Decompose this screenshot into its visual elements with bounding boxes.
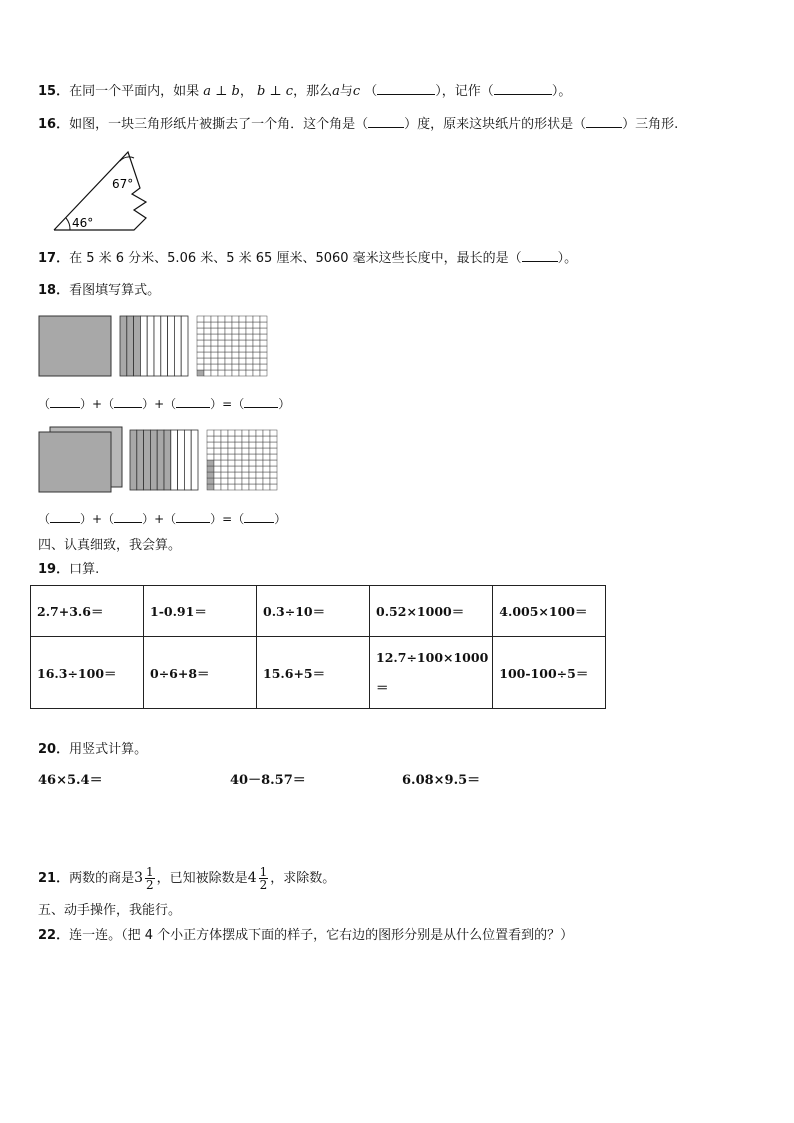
hundredth-cell xyxy=(197,340,204,346)
hundredth-cell xyxy=(253,346,260,352)
question-number: 15． xyxy=(38,84,70,99)
vertical-calc-item: 40－8.57＝ xyxy=(230,773,306,788)
hundredth-cell xyxy=(235,472,242,478)
hundredth-cell xyxy=(263,478,270,484)
hundredth-cell xyxy=(235,460,242,466)
hundredth-cell xyxy=(211,370,218,376)
table-cell: 0.3÷10＝ xyxy=(257,586,370,637)
hundredth-cell xyxy=(256,442,263,448)
section-5-heading: 五、动手操作，我能行。 xyxy=(38,903,182,918)
decimal-figure-1 xyxy=(38,315,278,379)
hundredth-cell xyxy=(225,370,232,376)
answer-blank[interactable] xyxy=(377,83,435,95)
answer-blank[interactable] xyxy=(176,396,210,408)
question-22: 22．连一连。（把 4 个小正方体摆成下面的样子，它右边的图形分别是从什么位置看到的？） xyxy=(38,928,574,943)
hundredth-cell xyxy=(253,340,260,346)
hundredth-cell xyxy=(246,352,253,358)
question-21: 21．两数的商是3 $\frac{1}{2}$ ，已知被除数是4 $\frac{1}{2}$ ，求除数。 xyxy=(38,865,336,892)
question-20: 20．用竖式计算。 xyxy=(38,742,148,757)
hundredth-cell xyxy=(246,370,253,376)
hundredth-cell xyxy=(228,436,235,442)
tenth-strip xyxy=(184,430,191,490)
hundredth-cell xyxy=(256,466,263,472)
hundredth-cell xyxy=(235,442,242,448)
question-17: 17．在 5 米 6 分米、5.06 米、5 米 65 厘米、5060 毫米这些长度中，最长的是（ ）。 xyxy=(38,251,578,266)
hundredth-cell xyxy=(204,352,211,358)
hundredth-cell xyxy=(249,454,256,460)
hundredth-cell xyxy=(228,472,235,478)
hundredth-cell xyxy=(197,358,204,364)
hundredth-cell xyxy=(218,328,225,334)
hundredth-cell xyxy=(270,466,277,472)
hundredth-cell xyxy=(270,430,277,436)
torn-triangle-figure xyxy=(50,148,160,234)
hundredth-cell xyxy=(239,322,246,328)
hundredth-cell xyxy=(232,364,239,370)
hundredth-cell xyxy=(253,322,260,328)
vertical-calc-item: 46×5.4＝ xyxy=(38,773,103,788)
hundredth-cell xyxy=(246,334,253,340)
hundredth-cell xyxy=(218,352,225,358)
tenth-strip xyxy=(174,316,181,376)
hundredths-grid xyxy=(207,430,277,490)
answer-blank[interactable] xyxy=(522,250,558,262)
hundredth-cell xyxy=(225,358,232,364)
table-cell: 2.7+3.6＝ xyxy=(31,586,144,637)
hundredth-cell xyxy=(211,328,218,334)
equation-row-2: （ ）+（ ）+（ ）=（ ） xyxy=(38,512,287,526)
hundredth-cell xyxy=(225,346,232,352)
hundredth-cell xyxy=(225,316,232,322)
tenth-strip xyxy=(161,316,168,376)
hundredth-cell xyxy=(207,460,214,466)
hundredth-cell xyxy=(204,358,211,364)
hundredth-cell xyxy=(218,346,225,352)
tenth-strip xyxy=(164,430,171,490)
decimal-figure-2 xyxy=(38,426,288,496)
hundredth-cell xyxy=(218,334,225,340)
hundredth-cell xyxy=(239,346,246,352)
tenth-strip xyxy=(150,430,157,490)
hundredth-cell xyxy=(214,466,221,472)
answer-blank[interactable] xyxy=(368,116,404,128)
hundredth-cell xyxy=(235,436,242,442)
section-4-heading: 四、认真细致，我会算。 xyxy=(38,538,182,553)
table-cell: 4.005×100＝ xyxy=(493,586,606,637)
table-cell: 15.6+5＝ xyxy=(257,637,370,709)
table-cell: 12.7÷100×1000＝ xyxy=(370,637,493,709)
tenth-strip xyxy=(137,430,144,490)
hundredth-cell xyxy=(270,472,277,478)
hundredth-cell xyxy=(228,460,235,466)
hundredth-cell xyxy=(197,334,204,340)
fraction: $\frac{1}{2}$ xyxy=(146,865,154,892)
hundredth-cell xyxy=(214,478,221,484)
hundredth-cell xyxy=(253,334,260,340)
hundredth-cell xyxy=(249,442,256,448)
hundredth-cell xyxy=(232,322,239,328)
hundredth-cell xyxy=(197,370,204,376)
hundredth-cell xyxy=(253,358,260,364)
hundredth-cell xyxy=(239,316,246,322)
hundredth-cell xyxy=(249,460,256,466)
hundredth-cell xyxy=(232,316,239,322)
hundredth-cell xyxy=(214,460,221,466)
hundredth-cell xyxy=(221,448,228,454)
hundredth-cell xyxy=(228,448,235,454)
hundredth-cell xyxy=(256,430,263,436)
hundredth-cell xyxy=(260,322,267,328)
hundredth-cell xyxy=(225,322,232,328)
hundredth-cell xyxy=(228,430,235,436)
hundredth-cell xyxy=(256,454,263,460)
tenth-strip xyxy=(130,430,137,490)
hundredth-cell xyxy=(270,454,277,460)
hundredth-cell xyxy=(270,478,277,484)
hundredth-cell xyxy=(239,364,246,370)
hundredth-cell xyxy=(235,484,242,490)
hundredth-cell xyxy=(221,466,228,472)
table-cell: 0÷6+8＝ xyxy=(144,637,257,709)
hundredth-cell xyxy=(235,478,242,484)
hundredth-cell xyxy=(256,460,263,466)
math-b-perp-c: b ⊥ c xyxy=(256,84,294,99)
hundredth-cell xyxy=(221,442,228,448)
question-18: 18．看图填写算式。 xyxy=(38,283,161,298)
hundredth-cell xyxy=(242,484,249,490)
hundredth-cell xyxy=(246,322,253,328)
hundredth-cell xyxy=(218,322,225,328)
hundredth-cell xyxy=(235,454,242,460)
table-cell: 0.52×1000＝ xyxy=(370,586,493,637)
hundredth-cell xyxy=(249,448,256,454)
hundredth-cell xyxy=(197,364,204,370)
hundredth-cell xyxy=(239,334,246,340)
hundredth-cell xyxy=(225,334,232,340)
hundredth-cell xyxy=(232,346,239,352)
tenth-strip xyxy=(178,430,185,490)
hundredth-cell xyxy=(263,448,270,454)
hundredth-cell xyxy=(207,442,214,448)
tenth-strip xyxy=(168,316,175,376)
hundredth-cell xyxy=(232,328,239,334)
hundredth-cell xyxy=(211,364,218,370)
answer-blank[interactable] xyxy=(494,83,552,95)
hundredth-cell xyxy=(249,484,256,490)
hundredth-cell xyxy=(263,466,270,472)
tenths-strip xyxy=(130,430,198,490)
answer-blank[interactable] xyxy=(244,396,278,408)
hundredth-cell xyxy=(225,340,232,346)
hundredth-cell xyxy=(242,454,249,460)
hundredth-cell xyxy=(204,364,211,370)
question-19: 19．口算. xyxy=(38,562,100,577)
hundredth-cell xyxy=(214,442,221,448)
hundredth-cell xyxy=(239,340,246,346)
hundredth-cell xyxy=(207,430,214,436)
hundredth-cell xyxy=(211,346,218,352)
hundredth-cell xyxy=(235,466,242,472)
hundredth-cell xyxy=(270,436,277,442)
hundredth-cell xyxy=(242,472,249,478)
hundredth-cell xyxy=(207,466,214,472)
hundredth-cell xyxy=(256,448,263,454)
hundredth-cell xyxy=(260,358,267,364)
math-a-perp-b: a ⊥ b xyxy=(203,84,240,99)
answer-blank[interactable] xyxy=(586,116,622,128)
question-number: 16． xyxy=(38,117,70,132)
hundredth-cell xyxy=(242,442,249,448)
hundredth-cell xyxy=(256,436,263,442)
hundredth-cell xyxy=(211,322,218,328)
question-number: 21． xyxy=(38,871,70,886)
hundredth-cell xyxy=(211,340,218,346)
hundredth-cell xyxy=(207,472,214,478)
question-15: 15．在同一个平面内，如果 a ⊥ b， b ⊥ c，那么a与c （ ），记作（ ）。 xyxy=(38,84,572,99)
hundredth-cell xyxy=(235,430,242,436)
hundredth-cell xyxy=(249,478,256,484)
hundredth-cell xyxy=(204,334,211,340)
hundredth-cell xyxy=(221,430,228,436)
hundredth-cell xyxy=(207,454,214,460)
tenths-strip xyxy=(120,316,188,376)
hundredth-cell xyxy=(263,472,270,478)
hundredth-cell xyxy=(270,448,277,454)
table-cell: 1-0.91＝ xyxy=(144,586,257,637)
hundredth-cell xyxy=(218,358,225,364)
hundredth-cell xyxy=(197,352,204,358)
hundredth-cell xyxy=(232,358,239,364)
hundredth-cell xyxy=(260,334,267,340)
hundredth-cell xyxy=(225,352,232,358)
equation-row-1: （ ）+（ ）+（ ）=（ ） xyxy=(38,397,291,411)
hundredth-cell xyxy=(260,346,267,352)
vertical-calc-item: 6.08×9.5＝ xyxy=(402,773,481,788)
hundredth-cell xyxy=(263,442,270,448)
hundredth-cell xyxy=(218,364,225,370)
hundredth-cell xyxy=(214,454,221,460)
hundredth-cell xyxy=(256,478,263,484)
unit-square xyxy=(39,316,111,376)
hundredth-cell xyxy=(260,364,267,370)
tenth-strip xyxy=(144,430,151,490)
hundredth-cell xyxy=(249,436,256,442)
hundredth-cell xyxy=(204,316,211,322)
hundredth-cell xyxy=(253,316,260,322)
hundredth-cell xyxy=(218,340,225,346)
hundredth-cell xyxy=(256,472,263,478)
hundredth-cell xyxy=(197,322,204,328)
hundredth-cell xyxy=(249,472,256,478)
hundredth-cell xyxy=(270,442,277,448)
tenth-strip xyxy=(181,316,188,376)
hundredth-cell xyxy=(232,334,239,340)
hundredth-cell xyxy=(221,460,228,466)
hundredth-cell xyxy=(260,340,267,346)
tenth-strip xyxy=(157,430,164,490)
hundredth-cell xyxy=(204,370,211,376)
hundredth-cell xyxy=(239,352,246,358)
hundredth-cell xyxy=(260,328,267,334)
answer-blank[interactable] xyxy=(114,511,142,523)
hundredth-cell xyxy=(239,328,246,334)
tenth-strip xyxy=(134,316,141,376)
table-row xyxy=(31,586,606,637)
tenth-strip xyxy=(191,430,198,490)
hundredth-cell xyxy=(246,316,253,322)
hundredth-cell xyxy=(260,370,267,376)
hundredth-cell xyxy=(235,448,242,454)
hundredth-cell xyxy=(253,352,260,358)
question-number: 18． xyxy=(38,283,70,298)
hundredth-cell xyxy=(228,442,235,448)
angle-67-label: 67° xyxy=(112,177,134,191)
hundredth-cell xyxy=(260,316,267,322)
hundredth-cell xyxy=(242,436,249,442)
table-row xyxy=(31,637,606,709)
question-number: 22． xyxy=(38,928,70,943)
hundredth-cell xyxy=(214,472,221,478)
question-number: 20． xyxy=(38,742,70,757)
hundredth-cell xyxy=(207,478,214,484)
hundredth-cell xyxy=(221,478,228,484)
angle-46-label: 46° xyxy=(72,216,94,230)
hundredths-grid xyxy=(197,316,267,376)
unit-square-front xyxy=(39,432,111,492)
hundredth-cell xyxy=(246,340,253,346)
hundredth-cell xyxy=(197,346,204,352)
hundredth-cell xyxy=(211,352,218,358)
tenth-strip xyxy=(140,316,147,376)
table-cell: 16.3÷100＝ xyxy=(31,637,144,709)
hundredth-cell xyxy=(207,436,214,442)
tenth-strip xyxy=(147,316,154,376)
hundredth-cell xyxy=(263,484,270,490)
hundredth-cell xyxy=(249,466,256,472)
hundredth-cell xyxy=(214,436,221,442)
hundredth-cell xyxy=(270,484,277,490)
hundredth-cell xyxy=(221,472,228,478)
hundredth-cell xyxy=(239,358,246,364)
hundredth-cell xyxy=(242,460,249,466)
table-cell: 100-100÷5＝ xyxy=(493,637,606,709)
hundredth-cell xyxy=(253,364,260,370)
question-16: 16．如图，一块三角形纸片被撕去了一个角．这个角是（ ）度，原来这块纸片的形状是（ ）三角形. xyxy=(38,117,679,132)
hundredth-cell xyxy=(204,346,211,352)
tenth-strip xyxy=(120,316,127,376)
hundredth-cell xyxy=(246,328,253,334)
hundredth-cell xyxy=(232,340,239,346)
hundredth-cell xyxy=(260,352,267,358)
hundredth-cell xyxy=(207,484,214,490)
hundredth-cell xyxy=(246,364,253,370)
hundredth-cell xyxy=(221,484,228,490)
hundredth-cell xyxy=(242,448,249,454)
hundredth-cell xyxy=(197,316,204,322)
hundredth-cell xyxy=(218,370,225,376)
hundredth-cell xyxy=(221,454,228,460)
hundredth-cell xyxy=(214,448,221,454)
hundredth-cell xyxy=(228,454,235,460)
hundredth-cell xyxy=(232,352,239,358)
question-number: 17． xyxy=(38,251,70,266)
hundredth-cell xyxy=(228,484,235,490)
hundredth-cell xyxy=(270,460,277,466)
hundredth-cell xyxy=(214,430,221,436)
tenth-strip xyxy=(127,316,134,376)
hundredth-cell xyxy=(263,460,270,466)
hundredth-cell xyxy=(246,358,253,364)
hundredth-cell xyxy=(207,448,214,454)
hundredth-cell xyxy=(253,370,260,376)
answer-blank[interactable] xyxy=(176,511,210,523)
hundredth-cell xyxy=(211,358,218,364)
hundredth-cell xyxy=(242,430,249,436)
hundredth-cell xyxy=(256,484,263,490)
hundredth-cell xyxy=(221,436,228,442)
hundredth-cell xyxy=(204,322,211,328)
hundredth-cell xyxy=(197,328,204,334)
tenth-strip xyxy=(154,316,161,376)
hundredth-cell xyxy=(249,430,256,436)
hundredth-cell xyxy=(228,478,235,484)
tenth-strip xyxy=(171,430,178,490)
hundredth-cell xyxy=(263,430,270,436)
hundredth-cell xyxy=(263,454,270,460)
fraction: $\frac{1}{2}$ xyxy=(259,865,268,892)
hundredth-cell xyxy=(211,334,218,340)
hundredth-cell xyxy=(263,436,270,442)
hundredth-cell xyxy=(211,316,218,322)
answer-blank[interactable] xyxy=(244,511,274,523)
hundredth-cell xyxy=(225,328,232,334)
hundredth-cell xyxy=(204,328,211,334)
answer-blank[interactable] xyxy=(50,511,80,523)
hundredth-cell xyxy=(242,466,249,472)
hundredth-cell xyxy=(218,316,225,322)
hundredth-cell xyxy=(232,370,239,376)
hundredth-cell xyxy=(204,340,211,346)
answer-blank[interactable] xyxy=(114,396,142,408)
hundredth-cell xyxy=(214,484,221,490)
hundredth-cell xyxy=(242,478,249,484)
hundredth-cell xyxy=(239,370,246,376)
hundredth-cell xyxy=(246,346,253,352)
answer-blank[interactable] xyxy=(50,396,80,408)
hundredth-cell xyxy=(253,328,260,334)
mental-math-table xyxy=(30,585,606,709)
hundredth-cell xyxy=(228,466,235,472)
hundredth-cell xyxy=(225,364,232,370)
question-number: 19． xyxy=(38,562,70,577)
